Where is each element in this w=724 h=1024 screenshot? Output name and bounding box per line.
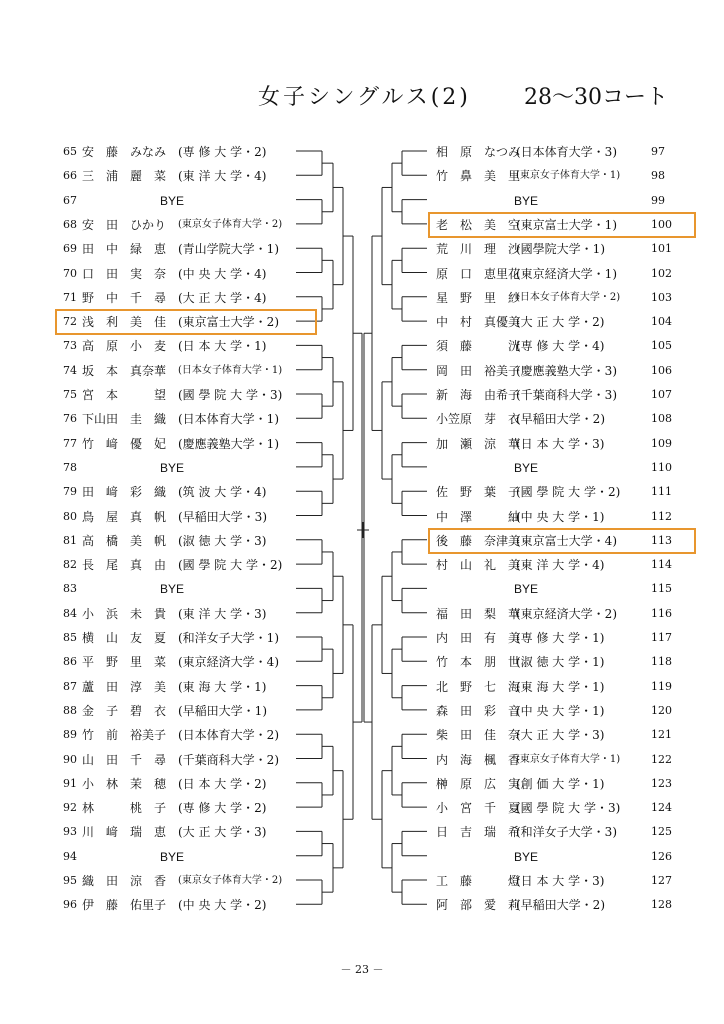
player-name: 老 松 美 空: [436, 217, 521, 232]
player-name: 安 田 ひかり: [82, 217, 167, 232]
player-name: 榊 原 広 実: [436, 776, 521, 791]
draw-number: 97: [651, 145, 665, 158]
page-number: － 23 －: [340, 963, 384, 976]
draw-number: 73: [63, 339, 77, 353]
player-affiliation: (東京女子体育大学・1): [516, 170, 621, 182]
draw-number: 100: [651, 217, 672, 231]
draw-number: 94: [63, 849, 77, 863]
player-affiliation: (日 本 大 学・2): [178, 776, 267, 791]
player-name: 新 海 由希子: [436, 388, 521, 402]
draw-number: 120: [651, 703, 672, 717]
player-affiliation: (日本体育大学・2): [178, 728, 279, 743]
player-name: 平 野 里 菜: [82, 655, 167, 670]
draw-number: 122: [651, 752, 672, 766]
draw-number: 78: [63, 460, 77, 474]
draw-number: 125: [651, 825, 672, 839]
player-name: 阿 部 愛 莉: [436, 898, 521, 913]
player-name: 竹 﨑 優 妃: [82, 436, 167, 451]
draw-number: 77: [63, 436, 77, 450]
draw-number: 72: [63, 315, 77, 329]
draw-number: 121: [651, 728, 672, 742]
player-affiliation: (青山学院大学・1): [178, 242, 279, 257]
player-affiliation: (淑 徳 大 学・3): [178, 533, 267, 548]
player-name: 竹 鼻 美 里: [436, 169, 521, 184]
player-name: 竹 本 朋 世: [436, 655, 521, 670]
player-affiliation: (中 央 大 学・4): [178, 266, 267, 281]
highlight-box: [428, 212, 696, 238]
player-affiliation: (創 価 大 学・1): [516, 776, 605, 791]
draw-number: 109: [651, 436, 672, 450]
player-name: 後 藤 奈津美: [436, 533, 521, 548]
player-name: 佐 野 葉 子: [436, 485, 521, 500]
player-name: 野 中 千 尋: [82, 290, 167, 305]
draw-number: 124: [651, 801, 672, 815]
player-name: 小 浜 未 貴: [82, 606, 167, 621]
player-affiliation: (日 本 大 学・3): [516, 436, 605, 451]
player-affiliation: (大 正 大 学・3): [178, 825, 267, 840]
player-affiliation: (日 本 大 学・3): [516, 874, 605, 888]
player-name: 工 藤 燈: [436, 874, 521, 888]
player-affiliation: (中 央 大 学・1): [516, 509, 605, 524]
draw-number: 80: [63, 509, 77, 523]
player-name: 中 村 真優美: [436, 315, 521, 330]
player-affiliation: (和洋女子大学・3): [516, 825, 617, 840]
player-affiliation: (大 正 大 学・4): [178, 290, 267, 305]
draw-number: 128: [651, 898, 672, 912]
player-name: 金 子 碧 衣: [82, 703, 167, 718]
player-name: 山 田 千 尋: [82, 752, 167, 767]
player-name: 安 藤 みなみ: [82, 145, 167, 159]
bye-label: BYE: [514, 582, 539, 597]
player-affiliation: (早稲田大学・3): [178, 509, 267, 524]
player-affiliation: (千葉商科大学・2): [178, 752, 279, 767]
player-name: 柴 田 佳 奈: [436, 728, 521, 743]
player-name: 須 藤 洸: [436, 339, 521, 354]
player-affiliation: (専 修 大 学・2): [178, 801, 267, 816]
draw-number: 76: [63, 412, 77, 426]
draw-number: 99: [651, 193, 665, 207]
draw-number: 118: [651, 655, 672, 669]
bye-label: BYE: [160, 193, 185, 208]
draw-number: 79: [63, 485, 77, 499]
draw-number: 123: [651, 776, 672, 790]
player-name: 伊 藤 佑里子: [82, 898, 167, 913]
bye-label: BYE: [514, 849, 539, 864]
player-affiliation: (東 海 大 学・1): [178, 679, 267, 694]
bye-label: BYE: [160, 460, 185, 475]
player-affiliation: (東京女子体育大学・1): [516, 753, 621, 765]
player-name: 原 口 恵里花: [436, 266, 521, 281]
draw-number: 92: [63, 801, 77, 815]
bye-label: BYE: [160, 582, 185, 597]
draw-number: 83: [63, 582, 77, 596]
player-affiliation: (大 正 大 学・3): [516, 728, 605, 743]
draw-number: 98: [651, 169, 665, 183]
player-name: 竹 前 裕美子: [82, 728, 167, 743]
player-name: 荒 川 理 沙: [436, 242, 521, 257]
player-affiliation: (國 學 院 大 学・2): [178, 558, 283, 573]
player-affiliation: (日 本 大 学・1): [178, 339, 267, 354]
player-affiliation: (中 央 大 学・1): [516, 703, 605, 718]
draw-number: 127: [651, 874, 672, 887]
player-name: 田 﨑 彩 織: [82, 485, 167, 500]
player-affiliation: (早稲田大学・1): [178, 703, 267, 718]
draw-number: 117: [651, 631, 672, 644]
player-name: 星 野 里 紗: [436, 290, 521, 305]
player-affiliation: (東京女子体育大学・2): [178, 218, 283, 230]
player-name: 口 田 実 奈: [82, 266, 167, 281]
player-affiliation: (東京富士大学・1): [516, 217, 617, 232]
player-name: 相 原 なつみ: [436, 145, 521, 159]
player-affiliation: (東京経済大学・4): [178, 655, 279, 670]
player-affiliation: (大 正 大 学・2): [516, 315, 605, 330]
draw-number: 81: [63, 533, 77, 547]
draw-number: 84: [63, 606, 77, 620]
player-affiliation: (國 學 院 大 学・3): [178, 388, 283, 402]
player-name: 高 橋 美 帆: [82, 533, 167, 548]
draw-number: 116: [651, 606, 672, 620]
player-affiliation: (淑 徳 大 学・1): [516, 655, 605, 670]
draw-number: 112: [651, 509, 672, 523]
player-name: 蘆 田 淳 美: [82, 679, 167, 694]
draw-number: 102: [651, 266, 672, 280]
player-name: 北 野 七 海: [436, 679, 521, 694]
draw-number: 114: [651, 558, 672, 572]
draw-number: 105: [651, 339, 672, 353]
highlight-box: [428, 528, 696, 554]
player-name: 日 吉 瑞 希: [436, 825, 521, 840]
player-affiliation: (専 修 大 学・1): [516, 631, 605, 645]
draw-number: 86: [63, 655, 77, 669]
draw-number: 70: [63, 266, 77, 280]
draw-number: 113: [651, 533, 672, 547]
player-affiliation: (早稲田大学・2): [516, 898, 605, 913]
player-affiliation: (中 央 大 学・2): [178, 898, 267, 913]
player-affiliation: (東京経済大学・1): [516, 266, 617, 281]
draw-number: 88: [63, 703, 77, 717]
player-name: 林 桃 子: [82, 801, 167, 816]
player-name: 内 海 楓 香: [436, 752, 521, 767]
player-name: 長 尾 真 由: [82, 558, 167, 573]
draw-number: 82: [63, 558, 77, 572]
draw-number: 111: [651, 485, 672, 499]
player-name: 中 澤 紬: [436, 509, 521, 524]
draw-number: 115: [651, 582, 672, 596]
bye-label: BYE: [514, 193, 539, 208]
player-affiliation: (國學院大学・1): [516, 242, 605, 257]
draw-number: 103: [651, 290, 672, 304]
draw-number: 110: [651, 460, 672, 474]
player-affiliation: (千葉商科大学・3): [516, 388, 617, 402]
draw-number: 66: [63, 169, 77, 183]
draw-number: 85: [63, 631, 77, 644]
player-name: 鳥 屋 真 帆: [82, 509, 167, 524]
draw-number: 91: [63, 776, 77, 790]
draw-number: 106: [651, 363, 672, 377]
bye-label: BYE: [514, 460, 539, 475]
court-label: 28～30コート: [524, 85, 668, 110]
draw-number: 126: [651, 849, 672, 863]
player-name: 村 山 礼 美: [436, 558, 521, 573]
draw-number: 119: [651, 679, 672, 693]
player-name: 小笠原 芽 衣: [436, 412, 521, 427]
player-affiliation: (早稲田大学・2): [516, 412, 605, 427]
player-name: 岡 田 裕美子: [436, 363, 521, 378]
player-affiliation: (東京富士大学・4): [516, 533, 617, 548]
player-affiliation: (國 學 院 大 学・3): [516, 801, 621, 816]
draw-number: 93: [63, 825, 77, 839]
player-affiliation: (日本体育大学・3): [516, 145, 617, 159]
player-name: 横 山 友 夏: [82, 631, 167, 645]
draw-number: 104: [651, 315, 672, 329]
draw-number: 71: [63, 290, 77, 304]
player-affiliation: (東京女子体育大学・2): [178, 875, 283, 886]
player-name: 田 中 緑 恵: [82, 242, 167, 257]
player-affiliation: (東 海 大 学・1): [516, 679, 605, 694]
draw-number: 108: [651, 412, 672, 426]
draw-number: 69: [63, 242, 77, 256]
player-affiliation: (東京経済大学・2): [516, 606, 617, 621]
bye-label: BYE: [160, 849, 185, 864]
draw-number: 67: [63, 193, 77, 207]
player-name: 浅 利 美 佳: [82, 315, 167, 330]
player-name: 高 原 小 麦: [82, 339, 167, 354]
player-affiliation: (慶應義塾大学・1): [178, 436, 279, 451]
player-affiliation: (慶應義塾大学・3): [516, 363, 617, 378]
player-affiliation: (東 洋 大 学・4): [516, 558, 605, 573]
player-name: 織 田 涼 香: [82, 874, 167, 888]
player-affiliation: (専 修 大 学・2): [178, 145, 267, 159]
player-affiliation: (日本女子体育大学・2): [516, 291, 621, 303]
player-affiliation: (東 洋 大 学・3): [178, 606, 267, 621]
player-name: 森 田 彩 音: [436, 703, 521, 718]
draw-number: 101: [651, 242, 672, 256]
player-affiliation: (和洋女子大学・1): [178, 631, 279, 645]
draw-number: 75: [63, 388, 77, 401]
draw-number: 90: [63, 752, 77, 766]
player-affiliation: (國 學 院 大 学・2): [516, 485, 621, 500]
draw-number: 107: [651, 388, 672, 401]
draw-number: 68: [63, 217, 77, 231]
draw-number: 89: [63, 728, 77, 742]
page-title: 女子シングルス(2): [258, 85, 471, 110]
draw-number: 87: [63, 679, 77, 693]
highlight-box: [55, 309, 317, 335]
player-affiliation: (東京富士大学・2): [178, 315, 279, 330]
player-name: 川 﨑 瑞 恵: [82, 825, 167, 840]
player-affiliation: (筑 波 大 学・4): [178, 485, 267, 500]
player-affiliation: (専 修 大 学・4): [516, 339, 605, 354]
player-name: 坂 本 真奈華: [82, 363, 167, 378]
player-name: 宮 本 望: [82, 388, 167, 402]
player-affiliation: (日本女子体育大学・1): [178, 364, 283, 376]
player-name: 福 田 梨 華: [436, 606, 521, 621]
player-name: 小 林 茉 穂: [82, 776, 167, 791]
player-name: 下山田 圭 織: [82, 412, 167, 427]
draw-number: 96: [63, 898, 77, 912]
player-name: 三 浦 麗 菜: [82, 169, 167, 184]
player-affiliation: (日本体育大学・1): [178, 412, 279, 427]
draw-number: 95: [63, 874, 77, 887]
player-affiliation: (東 洋 大 学・4): [178, 169, 267, 184]
draw-number: 65: [63, 145, 77, 158]
player-name: 内 田 有 美: [436, 631, 521, 645]
draw-number: 74: [63, 363, 77, 377]
player-name: 小 宮 千 夏: [436, 801, 521, 816]
player-name: 加 瀬 涼 華: [436, 436, 521, 451]
